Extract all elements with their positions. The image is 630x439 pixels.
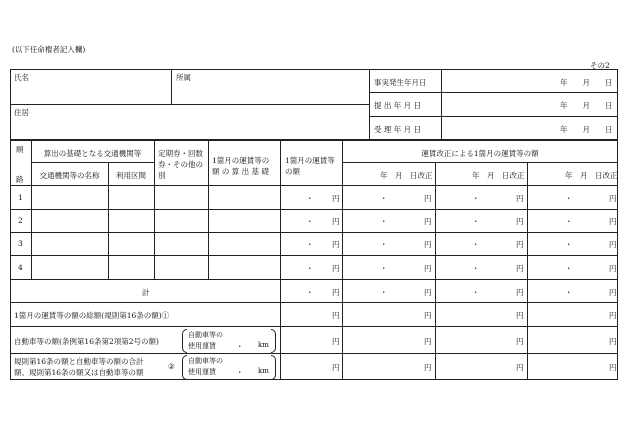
yen-unit: 円	[609, 264, 617, 273]
route-row-4-no: 4	[18, 263, 23, 272]
yen-unit: 円	[609, 363, 617, 372]
car-use-km: km	[258, 341, 269, 349]
route-no-bottom: 路	[16, 175, 24, 184]
route-no-top: 順	[16, 145, 24, 154]
yen-unit: 円	[424, 194, 432, 203]
monthly-amount-header-1: 1箇月の運賃等	[285, 156, 335, 165]
receipt-date-label: 受 理 年 月 日	[374, 125, 422, 134]
amount-dot: ・	[380, 288, 388, 297]
facility-name-header: 交通機関等の名称	[39, 171, 100, 180]
amount-dot: ・	[380, 194, 388, 203]
ticket-type-header-3: 別	[158, 171, 166, 180]
car-use-label-2: 使用運賃	[188, 342, 216, 350]
yen-unit: 円	[516, 363, 524, 372]
car-use-km-2: km	[258, 367, 269, 375]
amount-dot: ・	[380, 264, 388, 273]
basis-group-header: 算出の基礎となる交通機関等	[43, 149, 142, 158]
usage-section-header: 利用区間	[116, 171, 146, 180]
page-label: その2	[590, 61, 610, 70]
amount-dot: ・	[306, 240, 314, 249]
amount-dot: ・	[565, 194, 573, 203]
yen-unit: 円	[609, 240, 617, 249]
yen-unit: 円	[424, 288, 432, 297]
route-row-3-no: 3	[18, 239, 23, 248]
yen-unit: 円	[516, 217, 524, 226]
yen-unit: 円	[609, 194, 617, 203]
yen-unit: 円	[332, 311, 340, 320]
submission-date-unit: 年 月 日	[560, 101, 613, 110]
name-label: 氏名	[14, 73, 29, 82]
yen-unit: 円	[609, 337, 617, 346]
car-amount-label: 自動車等の額(条例第16条第2項第2号の額)	[14, 337, 159, 346]
amount-dot: ・	[472, 288, 480, 297]
total-label: 計	[142, 288, 150, 297]
car-use-label-4: 使用運賃	[188, 368, 216, 376]
amount-dot: ・	[472, 217, 480, 226]
combined-amount-label-2: 額、規則第16条の額又は自動車等の額	[14, 368, 144, 377]
yen-unit: 円	[332, 363, 340, 372]
combined-amount-label-1: 規則第16条の額と自動車等の額の合計	[14, 357, 144, 366]
yen-unit: 円	[424, 311, 432, 320]
amount-dot: ・	[565, 264, 573, 273]
revision-col-3-header: 年 月 日改正	[565, 171, 618, 180]
occurrence-date-unit: 年 月 日	[560, 78, 613, 87]
receipt-date-unit: 年 月 日	[560, 125, 613, 134]
route-row-1-no: 1	[18, 193, 23, 202]
yen-unit: 円	[424, 363, 432, 372]
header-note: (以下任命権者記入欄)	[12, 45, 86, 54]
basis-calc-header-2: 額 の 算 出 基 礎	[212, 167, 269, 176]
address-label: 住居	[14, 108, 29, 117]
yen-unit: 円	[424, 264, 432, 273]
revision-col-1-header: 年 月 日改正	[380, 171, 433, 180]
yen-unit: 円	[516, 311, 524, 320]
amount-dot: ・	[565, 288, 573, 297]
basis-calc-header-1: 1箇月の運賃等の	[212, 156, 270, 165]
car-use-label-1: 自動車等の	[188, 331, 223, 339]
yen-unit: 円	[424, 337, 432, 346]
amount-dot: ・	[565, 217, 573, 226]
yen-unit: 円	[332, 337, 340, 346]
yen-unit: 円	[332, 288, 340, 297]
occurrence-date-label: 事実発生年月日	[374, 78, 427, 87]
amount-dot: ・	[472, 194, 480, 203]
yen-unit: 円	[609, 311, 617, 320]
total-amount-label: 1箇月の運賃等の額の総額(規則第16条の額)①	[14, 311, 170, 320]
amount-dot: ・	[380, 240, 388, 249]
amount-dot: ・	[306, 288, 314, 297]
yen-unit: 円	[332, 240, 340, 249]
amount-dot: ・	[472, 240, 480, 249]
yen-unit: 円	[424, 240, 432, 249]
yen-unit: 円	[332, 264, 340, 273]
yen-unit: 円	[424, 217, 432, 226]
yen-unit: 円	[516, 337, 524, 346]
route-row-2-no: 2	[18, 216, 23, 225]
amount-dot: ・	[380, 217, 388, 226]
yen-unit: 円	[516, 194, 524, 203]
submission-date-label: 提 出 年 月 日	[374, 101, 422, 110]
amount-dot: ・	[306, 217, 314, 226]
amount-dot: ・	[306, 264, 314, 273]
amount-dot: ・	[472, 264, 480, 273]
revision-group-header: 運賃改正による1箇月の運賃等の額	[421, 149, 539, 158]
ticket-type-header-1: 定期券・回数	[158, 149, 203, 158]
car-use-label-3: 自動車等の	[188, 357, 223, 365]
car-use-dot-2: ・	[236, 368, 244, 377]
yen-unit: 円	[609, 288, 617, 297]
car-use-dot: ・	[236, 342, 244, 351]
amount-dot: ・	[306, 194, 314, 203]
circle-2-marker: ②	[168, 362, 175, 371]
yen-unit: 円	[609, 217, 617, 226]
amount-dot: ・	[565, 240, 573, 249]
yen-unit: 円	[332, 194, 340, 203]
yen-unit: 円	[516, 264, 524, 273]
yen-unit: 円	[516, 240, 524, 249]
yen-unit: 円	[516, 288, 524, 297]
ticket-type-header-2: 券・その他の	[158, 160, 203, 169]
yen-unit: 円	[332, 217, 340, 226]
revision-col-2-header: 年 月 日改正	[472, 171, 525, 180]
monthly-amount-header-2: の額	[285, 167, 300, 176]
affiliation-label: 所属	[176, 73, 191, 82]
